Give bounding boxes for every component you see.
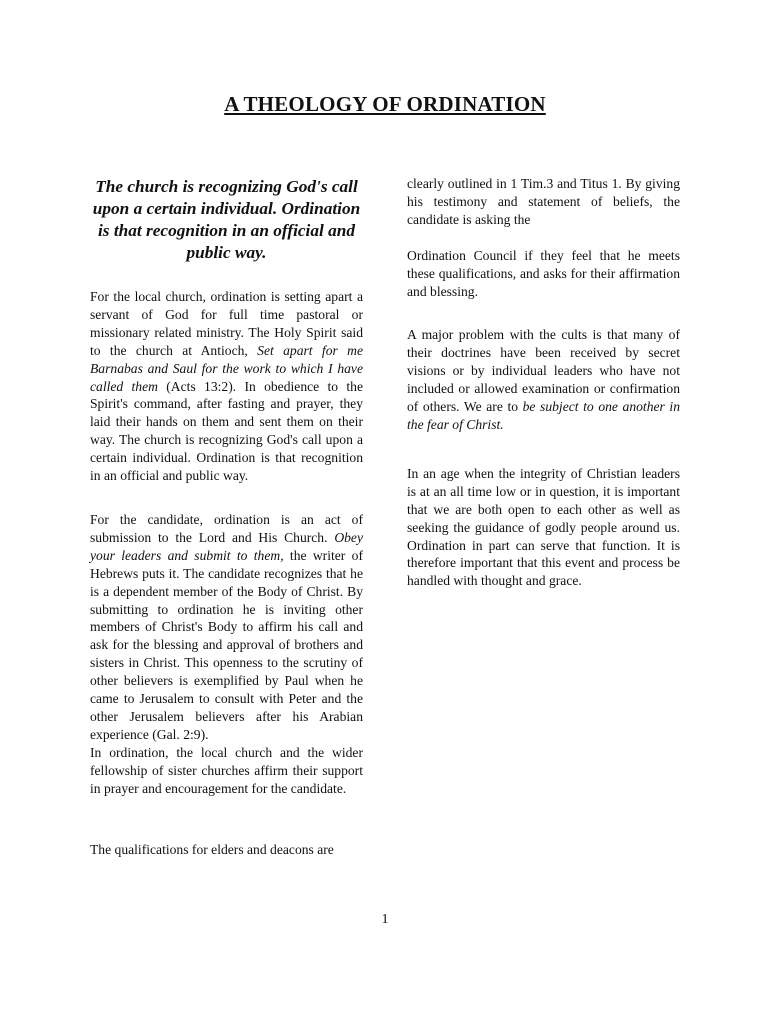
paragraph-text: (Acts 13:2). In obedience to the Spirit's command, after fasting and prayer, they laid their hands on them and sent them on their way. The church is recognizing God's call upon a certain individual. Ordination is that recognition in an official and public way.	[90, 378, 364, 484]
scripture-quote: Set apart for me Barnabas and Saul for the work to which I have called them	[90, 342, 363, 394]
paragraph-candidate	[90, 511, 363, 744]
paragraph-council: Ordination Council if they feel that he meets these qualifications, and asks for their affirmation and blessing.	[407, 247, 680, 299]
paragraph-fellowship: In ordination, the local church and the wider fellowship of sister churches affirm their support in prayer and encouragement for the candidate.	[90, 744, 363, 796]
right-column	[407, 175, 680, 590]
page-title: A THEOLOGY OF ORDINATION	[224, 92, 546, 116]
scripture-quote: Obey your leaders and submit to them,	[90, 529, 363, 563]
paragraph-testimony: clearly outlined in 1 Tim.3 and Titus 1. By giving his testimony and statement of beliefs, the candidate is asking the	[407, 176, 680, 227]
scripture-quote: be subject to one another in the fear of Christ.	[407, 399, 680, 432]
paragraph-text: For the local church, ordination is setting apart a servant of God for full time pastoral or missionary related ministry. The Holy Spirit said to the church at Antioch,	[90, 289, 363, 358]
paragraph-text: For the candidate, ordination is an act of submission to the Lord and His Church.	[90, 511, 363, 545]
paragraph-text: the writer of Hebrews puts it. The candidate recognizes that he is a dependent member of the Body of Christ. By submitting to ordination he is inviting other members of Christ's Body to affirm his call and ask for the blessing and approval of brothers and sisters in Christ. This openness to the scrutiny of other believers is exemplified by Paul when he came to Jerusalem to consult with Peter and the other Jerusalem believers after his Arabian experience (Gal. 2:9).	[90, 547, 363, 742]
paragraph-qualifications: The qualifications for elders and deacons are	[90, 842, 334, 858]
pull-quote: The church is recognizing God's call upon a certain individual. Ordination is that recognition in an official and public way.	[92, 177, 361, 262]
paragraph-integrity: In an age when the integrity of Christian leaders is at an all time low or in question, it is important that we are both open to each other as well as seeking the guidance of godly people around us. Ordination in part can serve that function. It is therefore important that this event and process be handled with thought and grace.	[407, 465, 680, 589]
left-column	[90, 176, 363, 859]
page-number: 1	[381, 912, 389, 927]
paragraph-local-church	[90, 288, 363, 485]
paragraph-cults	[407, 326, 680, 433]
paragraph-text: A major problem with the cults is that many of their doctrines have been received by secret visions or by individual leaders who have not included or allowed examination or confirmation of others. We are to	[407, 327, 680, 415]
